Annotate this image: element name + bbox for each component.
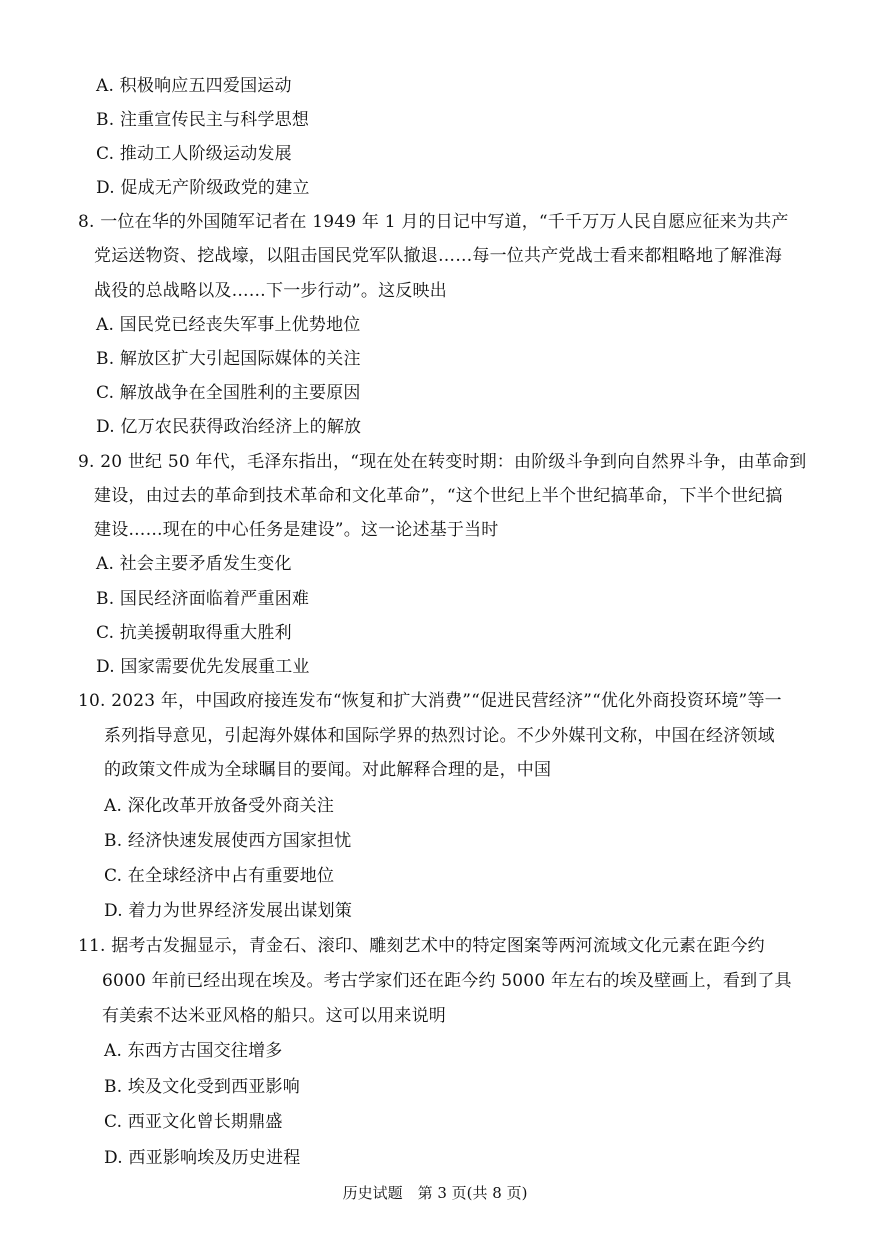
q11-option-d: D. 西亚影响埃及历史进程 [104, 1148, 301, 1168]
q7-option-b: B. 注重宣传民主与科学思想 [96, 110, 310, 130]
q11-stem-line-3: 有美索不达米亚风格的船只。这可以用来说明 [102, 1006, 446, 1026]
q10-stem-line-3: 的政策文件成为全球瞩目的要闻。对此解释合理的是，中国 [104, 760, 552, 780]
q8-stem-line-3: 战役的总战略以及……下一步行动”。这反映出 [94, 281, 447, 301]
q9-stem-line-2: 建设，由过去的革命到技术革命和文化革命”，“这个世纪上半个世纪搞革命，下半个世纪搞 [94, 486, 783, 506]
q11-option-a: A. 东西方古国交往增多 [104, 1041, 283, 1061]
q8-option-d: D. 亿万农民获得政治经济上的解放 [96, 417, 362, 437]
q11-stem-line-1: 11. 据考古发掘显示，青金石、滚印、雕刻艺术中的特定图案等两河流域文化元素在距今约 [78, 936, 765, 956]
q10-option-c: C. 在全球经济中占有重要地位 [104, 866, 335, 886]
q9-stem-line-1: 9. 20 世纪 50 年代，毛泽东指出，“现在处在转变时期：由阶级斗争到向自然界斗争，由革命到 [78, 452, 807, 472]
q9-option-b: B. 国民经济面临着严重困难 [96, 589, 310, 609]
q9-option-d: D. 国家需要优先发展重工业 [96, 657, 310, 677]
page-footer: 历史试题 第 3 页(共 8 页) [342, 1184, 528, 1202]
q7-option-c: C. 推动工人阶级运动发展 [96, 144, 292, 164]
q11-option-c: C. 西亚文化曾长期鼎盛 [104, 1112, 283, 1132]
q10-option-d: D. 着力为世界经济发展出谋划策 [104, 901, 353, 921]
q11-stem-line-2: 6000 年前已经出现在埃及。考古学家们还在距今约 5000 年左右的埃及壁画上，看到了具 [102, 971, 792, 991]
q9-stem-line-3: 建设……现在的中心任务是建设”。这一论述基于当时 [94, 520, 499, 540]
q11-option-b: B. 埃及文化受到西亚影响 [104, 1077, 300, 1097]
q8-stem-line-1: 8. 一位在华的外国随军记者在 1949 年 1 月的日记中写道，“千千万万人民自愿应征来为共产 [78, 212, 789, 232]
q8-stem-line-2: 党运送物资、挖战壕，以阻击国民党军队撤退……每一位共产党战士看来都粗略地了解淮海 [94, 246, 782, 266]
q10-option-b: B. 经济快速发展使西方国家担忧 [104, 831, 352, 851]
q8-option-c: C. 解放战争在全国胜利的主要原因 [96, 383, 361, 403]
q9-option-c: C. 抗美援朝取得重大胜利 [96, 623, 292, 643]
q10-stem-line-2: 系列指导意见，引起海外媒体和国际学界的热烈讨论。不少外媒刊文称，中国在经济领域 [104, 726, 775, 746]
q7-option-a: A. 积极响应五四爱国运动 [96, 76, 292, 96]
q10-stem-line-1: 10. 2023 年，中国政府接连发布“恢复和扩大消费”“促进民营经济”“优化外商投资环境”等一 [78, 691, 782, 711]
q9-option-a: A. 社会主要矛盾发生变化 [96, 554, 292, 574]
q10-option-a: A. 深化改革开放备受外商关注 [104, 796, 335, 816]
q8-option-b: B. 解放区扩大引起国际媒体的关注 [96, 349, 361, 369]
q8-option-a: A. 国民党已经丧失军事上优势地位 [96, 315, 361, 335]
q7-option-d: D. 促成无产阶级政党的建立 [96, 178, 310, 198]
